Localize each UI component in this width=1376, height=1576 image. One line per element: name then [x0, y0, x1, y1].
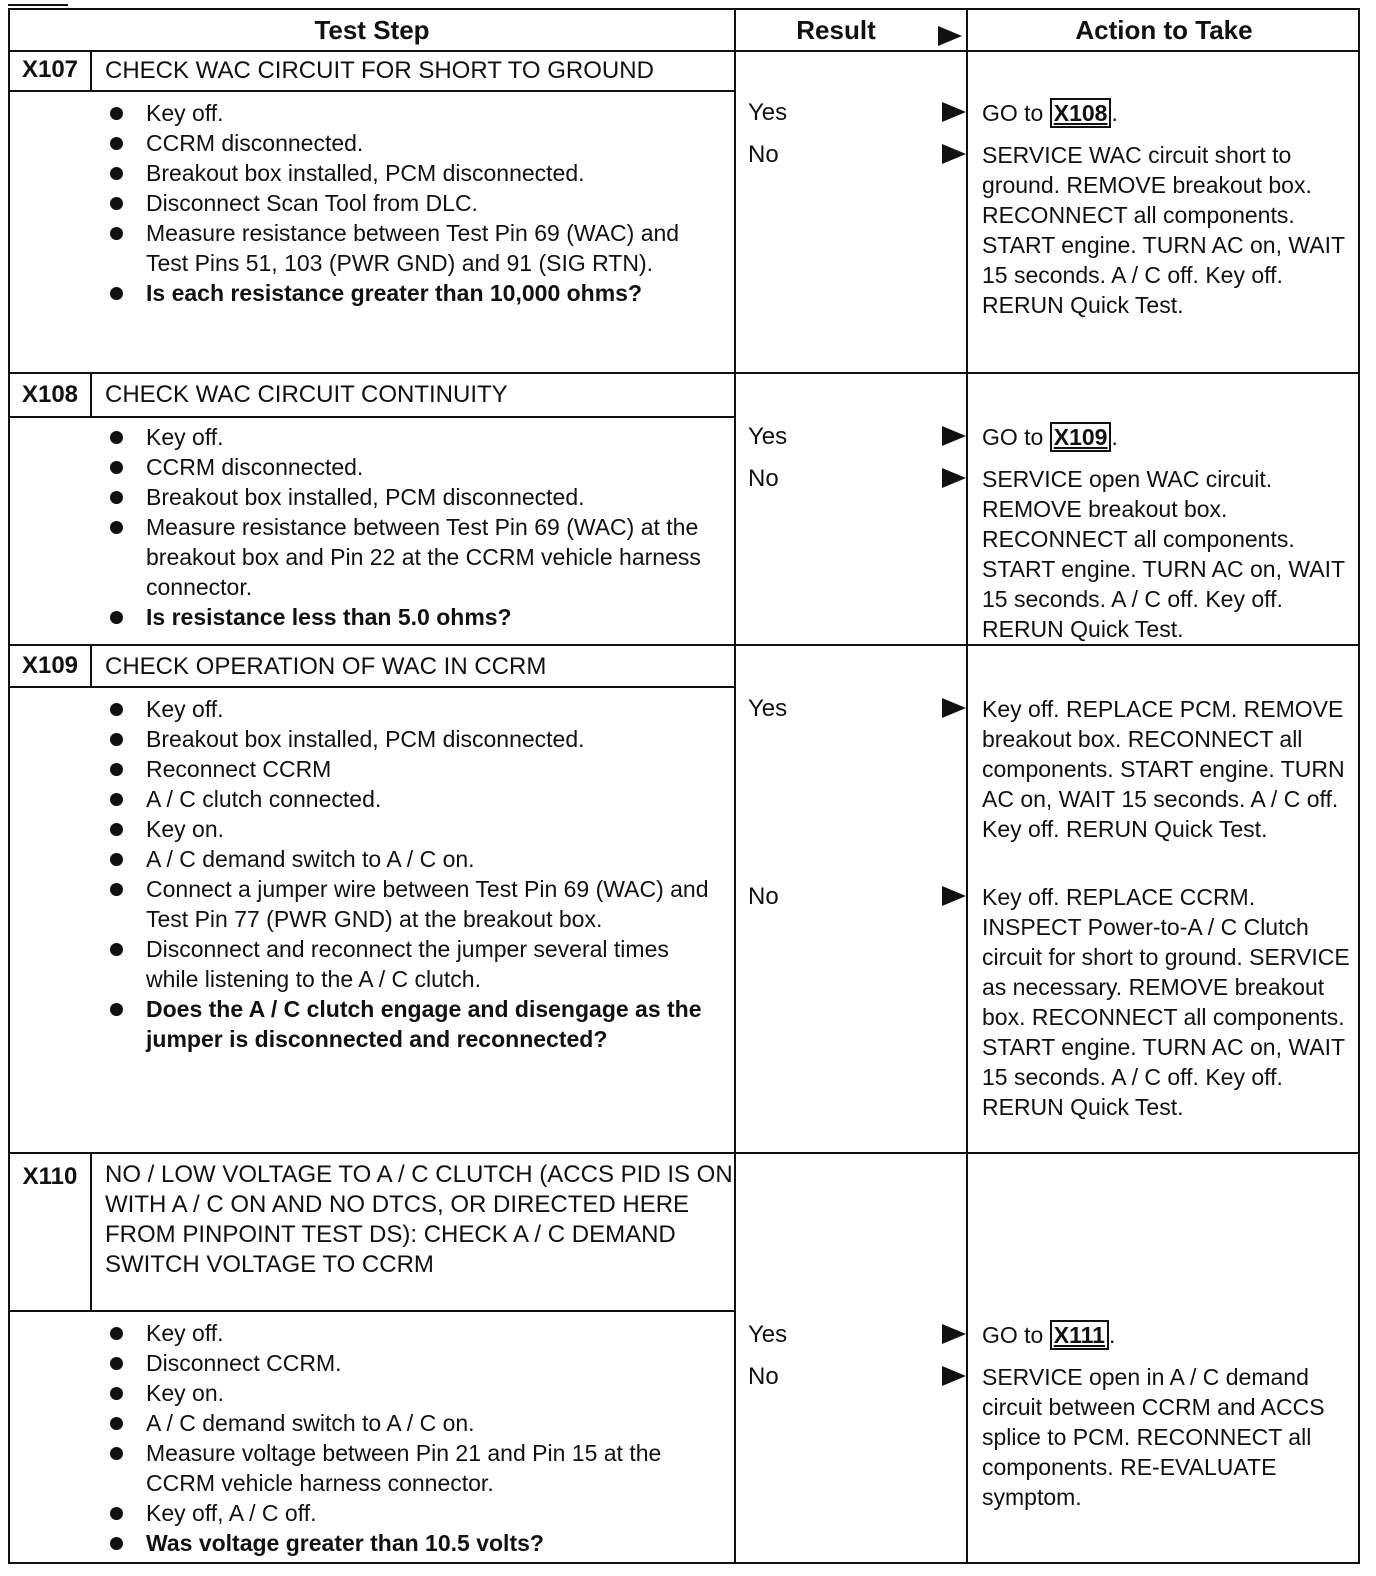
action-suffix: .: [1108, 1322, 1116, 1348]
action-no: SERVICE WAC circuit short to ground. REMOVE breakout box. RECONNECT all components. START engine. TURN AC on, WAIT 15 seconds. A / C off. Key off. RERUN Quick Test.: [982, 142, 1345, 318]
list-item: Key off.: [106, 1318, 726, 1348]
list-item-question: Does the A / C clutch engage and disengage as the jumper is disconnected and reconnected?: [106, 994, 726, 1054]
list-item: Key on.: [106, 1378, 726, 1408]
arrow-right-icon: [942, 886, 966, 906]
result-yes: [748, 1320, 970, 1350]
top-edge-rule: [8, 4, 68, 6]
step-x108: [10, 374, 1358, 646]
step-id: X110: [10, 1154, 92, 1310]
action-yes: [982, 98, 1358, 128]
action-no: SERVICE open in A / C demand circuit between CCRM and ACCS splice to PCM. RECONNECT all components. RE-EVALUATE symptom.: [982, 1364, 1325, 1510]
result-no: [748, 464, 970, 494]
goto-link[interactable]: X111: [1050, 1320, 1109, 1350]
list-item: A / C demand switch to A / C on.: [106, 1408, 726, 1438]
diagnostic-table: [8, 8, 1360, 1564]
step-x109: [10, 646, 1358, 1154]
result-label: Yes: [748, 99, 788, 126]
header-test-step: Test Step: [314, 15, 430, 45]
header-result: Result: [796, 15, 876, 45]
list-item: A / C demand switch to A / C on.: [106, 844, 726, 874]
arrow-right-icon: [942, 468, 966, 488]
step-x107: [10, 50, 1358, 374]
arrow-right-icon: [942, 1366, 966, 1386]
header-arrow-icon: [938, 19, 962, 50]
result-label: Yes: [748, 695, 788, 722]
check-list: [106, 422, 726, 632]
result-yes: [748, 694, 970, 724]
step-title: CHECK WAC CIRCUIT CONTINUITY: [105, 381, 508, 408]
arrow-right-icon: [942, 426, 966, 446]
list-item: Breakout box installed, PCM disconnected.: [106, 482, 726, 512]
action-no: Key off. REPLACE CCRM. INSPECT Power-to-A / C Clutch circuit for short to ground. SERVICE as necessary. REMOVE breakout box. RECONNECT all components. START engine. TURN AC on, WAIT 15 seconds. A / C off. Key off. RERUN Quick Test.: [982, 884, 1350, 1120]
goto-link[interactable]: X109: [1050, 422, 1112, 452]
list-item: Breakout box installed, PCM disconnected.: [106, 724, 726, 754]
list-item: Connect a jumper wire between Test Pin 69 (WAC) and Test Pin 77 (PWR GND) at the breakout box.: [106, 874, 726, 934]
list-item: Measure resistance between Test Pin 69 (WAC) at the breakout box and Pin 22 at the CCRM vehicle harness connector.: [106, 512, 726, 602]
action-yes: Key off. REPLACE PCM. REMOVE breakout box. RECONNECT all components. START engine. TURN AC on, WAIT 15 seconds. A / C off. Key off. RERUN Quick Test.: [982, 696, 1345, 842]
list-item: A / C clutch connected.: [106, 784, 726, 814]
list-item: Reconnect CCRM: [106, 754, 726, 784]
step-id: X109: [10, 646, 92, 686]
result-yes: [748, 98, 970, 128]
check-list: [106, 1318, 726, 1558]
header-action: Action to Take: [1075, 15, 1253, 45]
action-prefix: GO to: [982, 100, 1050, 126]
result-label: Yes: [748, 423, 788, 450]
result-no: [748, 1362, 970, 1392]
list-item: Measure voltage between Pin 21 and Pin 15 at the CCRM vehicle harness connector.: [106, 1438, 726, 1498]
result-label: No: [748, 141, 779, 168]
list-item: CCRM disconnected.: [106, 452, 726, 482]
result-label: Yes: [748, 1321, 788, 1348]
result-label: No: [748, 883, 779, 910]
list-item: Disconnect and reconnect the jumper several times while listening to the A / C clutch.: [106, 934, 726, 994]
action-yes: [982, 1320, 1358, 1350]
title-rule: [10, 416, 736, 418]
check-list: [106, 694, 726, 1054]
action-yes: [982, 422, 1358, 452]
action-suffix: .: [1111, 424, 1118, 450]
arrow-right-icon: [942, 1324, 966, 1344]
step-x110: [10, 1154, 1358, 1564]
result-no: [748, 882, 970, 912]
list-item: Disconnect CCRM.: [106, 1348, 726, 1378]
title-rule: [10, 1310, 736, 1312]
step-title: NO / LOW VOLTAGE TO A / C CLUTCH (ACCS PID IS ON WITH A / C ON AND NO DTCS, OR DIRECTED HERE FROM PINPOINT TEST DS): CHECK A / C DEMAND SWITCH VOLTAGE TO CCRM: [105, 1161, 733, 1278]
step-title: CHECK OPERATION OF WAC IN CCRM: [105, 653, 547, 680]
arrow-right-icon: [942, 698, 966, 718]
result-label: No: [748, 1363, 779, 1390]
list-item: Key off.: [106, 98, 726, 128]
list-item: Key off, A / C off.: [106, 1498, 726, 1528]
action-no: SERVICE open WAC circuit. REMOVE breakout box. RECONNECT all components. START engine. TURN AC on, WAIT 15 seconds. A / C off. Key off. RERUN Quick Test.: [982, 466, 1345, 642]
goto-link[interactable]: X108: [1050, 98, 1112, 128]
step-id: X108: [10, 374, 92, 416]
list-item: Measure resistance between Test Pin 69 (WAC) and Test Pins 51, 103 (PWR GND) and 91 (SIG RTN).: [106, 218, 726, 278]
title-rule: [10, 90, 736, 92]
arrow-right-icon: [942, 102, 966, 122]
list-item: Key off.: [106, 422, 726, 452]
step-id: X107: [10, 50, 92, 90]
list-item-question: Is each resistance greater than 10,000 ohms?: [106, 278, 726, 308]
title-rule: [10, 686, 736, 688]
list-item: Key on.: [106, 814, 726, 844]
result-yes: [748, 422, 970, 452]
result-no: [748, 140, 970, 170]
list-item-question: Was voltage greater than 10.5 volts?: [106, 1528, 726, 1558]
action-prefix: GO to: [982, 1322, 1050, 1348]
arrow-right-icon: [942, 144, 966, 164]
list-item: Disconnect Scan Tool from DLC.: [106, 188, 726, 218]
table-header: [10, 10, 1358, 52]
list-item-question: Is resistance less than 5.0 ohms?: [106, 602, 726, 632]
list-item: CCRM disconnected.: [106, 128, 726, 158]
action-suffix: .: [1111, 100, 1118, 126]
action-prefix: GO to: [982, 424, 1050, 450]
result-label: No: [748, 465, 779, 492]
check-list: [106, 98, 726, 308]
step-title: CHECK WAC CIRCUIT FOR SHORT TO GROUND: [105, 57, 654, 84]
list-item: Breakout box installed, PCM disconnected.: [106, 158, 726, 188]
list-item: Key off.: [106, 694, 726, 724]
